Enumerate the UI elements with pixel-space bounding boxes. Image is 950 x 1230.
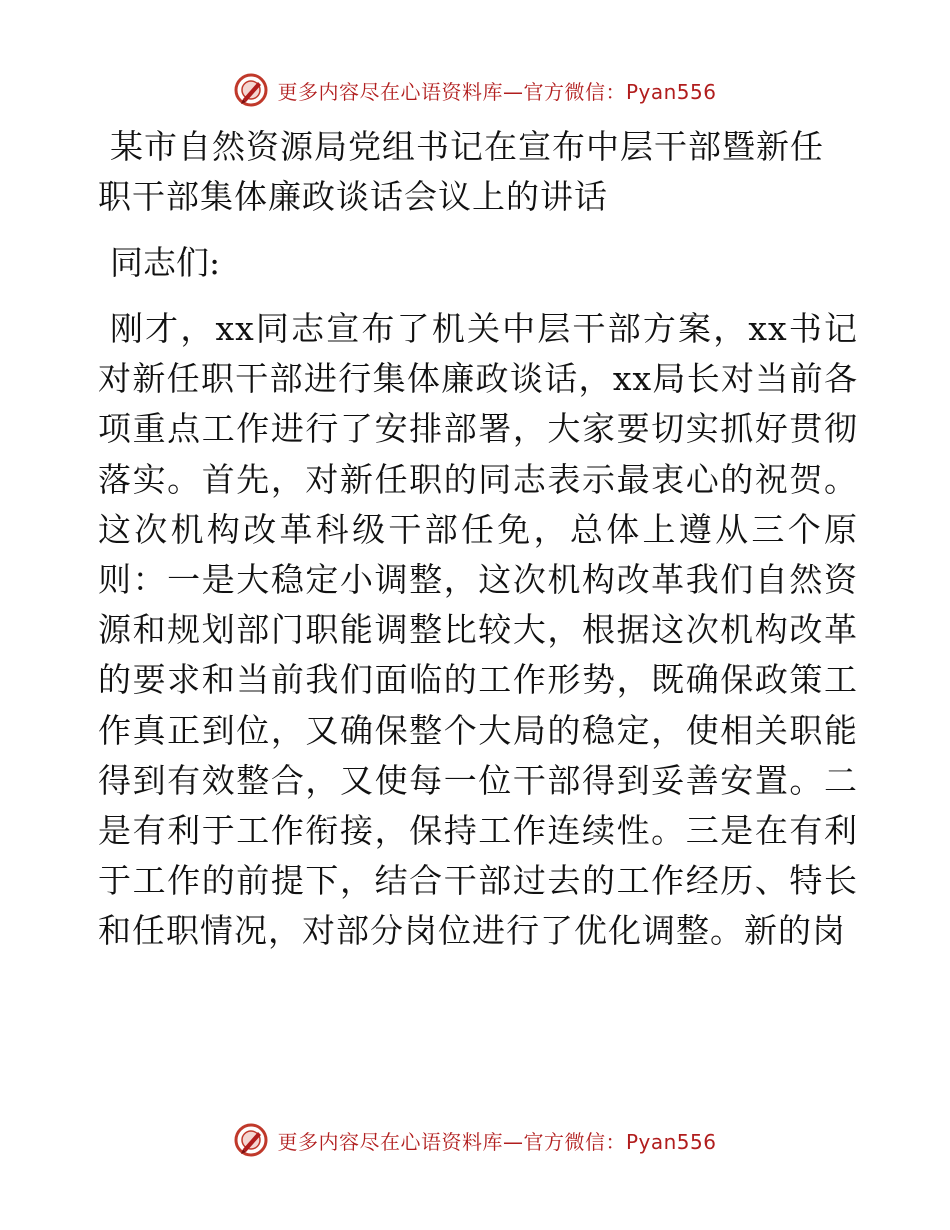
footer-watermark-text: 更多内容尽在心语资料库—官方微信：Pyan556 (277, 1129, 717, 1154)
pen-logo-icon (233, 72, 269, 108)
header-watermark-text: 更多内容尽在心语资料库—官方微信：Pyan556 (277, 79, 717, 104)
footer-watermark-banner (0, 1118, 950, 1162)
body-paragraph: 刚才，xx同志宣布了机关中层干部方案，xx书记对新任职干部进行集体廉政谈话，xx局长对当前各项重点工作进行了安排部署，大家要切实抓好贯彻落实。首先，对新任职的同志表示最衷心的祝贺。这次机构改革科级干部任免，总体上遵从三个原则：一是大稳定小调整，这次机构改革我们自然资源和规划部门职能调整比较大，根据这次机构改革的要求和当前我们面临的工作形势，既确保政策工作真正到位，又确保整个大局的稳定，使相关职能得到有效整合，又使每一位干部得到妥善安置。二是有利于工作衔接，保持工作连续性。三是在有利于工作的前提下，结合干部过去的工作经历、特长和任职情况，对部分岗位进行了优化调整。新的岗 (98, 309, 858, 951)
title-line-2: 职干部集体廉政谈话会议上的讲话 (98, 177, 608, 216)
document-body (98, 122, 858, 957)
document-title (98, 122, 858, 222)
pen-logo-icon (233, 1122, 269, 1158)
title-line-1: 某市自然资源局党组书记在宣布中层干部暨新任 (110, 127, 824, 166)
header-watermark-banner (0, 68, 950, 112)
salutation: 同志们: (110, 243, 221, 282)
